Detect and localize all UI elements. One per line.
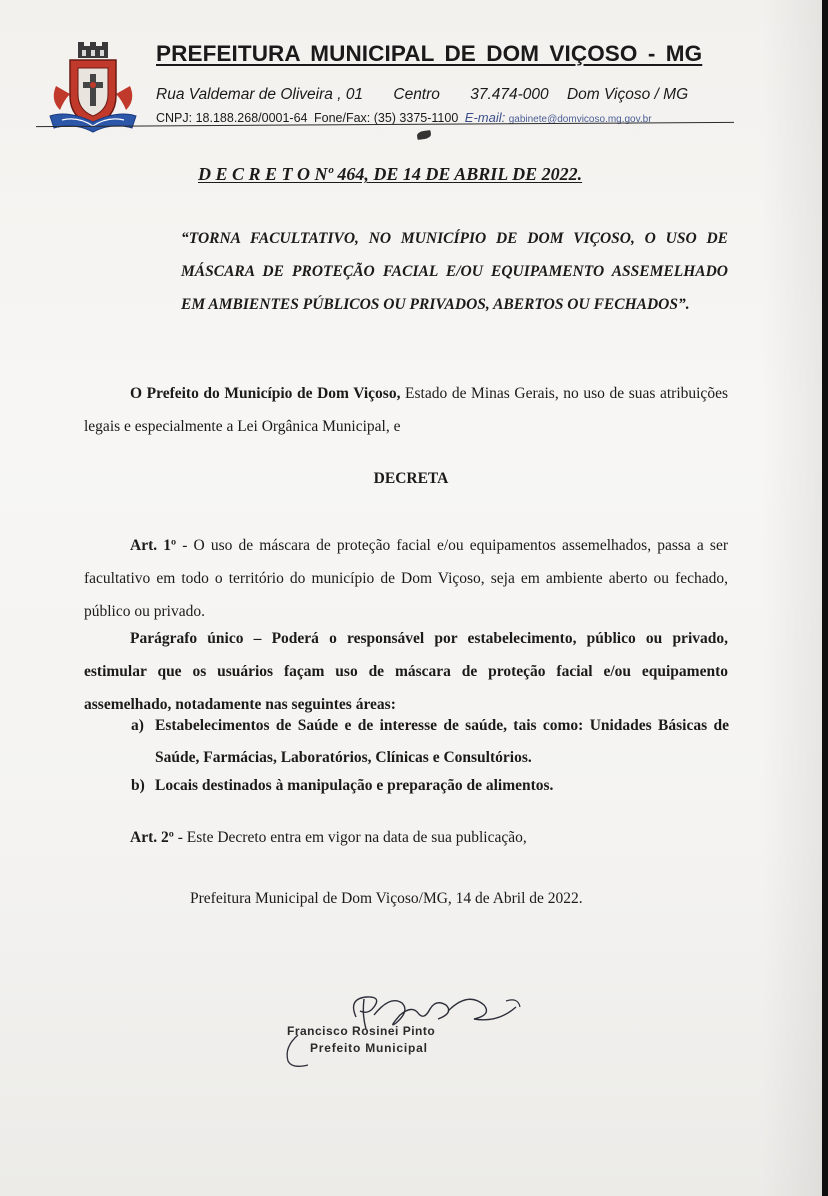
- ink-mark: [417, 130, 432, 140]
- list-item-text: Estabelecimentos de Saúde e de interesse de saúde, tais como: Unidades Básicas de Saúde, Farmácias, Laboratórios, Clínicas e Consultórios.: [155, 717, 729, 766]
- article-2-text: - Este Decreto entra em vigor na data de sua publicação,: [173, 829, 527, 846]
- intro-rest: Estado de Minas Gerais, no uso de suas atribuições legais e especialmente a Lei Orgânica Municipal, e: [84, 385, 728, 435]
- article-1: [84, 529, 728, 628]
- list-item-marker: a): [131, 717, 144, 734]
- intro-lead: O Prefeito do Município de Dom Viçoso,: [130, 385, 401, 402]
- signatory-name: Francisco Rosinei Pinto: [287, 1024, 436, 1038]
- list-item: [131, 770, 729, 802]
- list-item-text: Locais destinados à manipulação e preparação de alimentos.: [155, 777, 554, 794]
- header-district: Centro: [393, 86, 440, 103]
- decree-title: D E C R E T O Nº 464, DE 14 DE ABRIL DE 2022.: [198, 164, 583, 184]
- header-address: [156, 86, 688, 104]
- header-cnpj: CNPJ: 18.188.268/0001-64: [156, 111, 308, 125]
- signatory-role: Prefeito Municipal: [310, 1041, 428, 1055]
- list-item-marker: b): [131, 777, 145, 794]
- header-city: Dom Viçoso / MG: [566, 86, 689, 103]
- coat-of-arms-icon: [48, 42, 138, 134]
- header-zip: 37.474-000: [470, 86, 549, 103]
- header-phone: Fone/Fax: (35) 3375-1100: [313, 111, 459, 125]
- list-item: [131, 710, 729, 774]
- paragraph-unique: [84, 622, 728, 721]
- article-1-label: Art. 1º: [130, 537, 177, 554]
- closing-place-date: Prefeitura Municipal de Dom Viçoso/MG, 14 de Abril de 2022.: [190, 890, 583, 907]
- decreta-heading: DECRETA: [373, 470, 449, 487]
- article-1-text: - O uso de máscara de proteção facial e/ou equipamentos assemelhados, passa a ser facultativo em todo o território do município de Dom Viçoso, seja em ambiente aberto ou fechado, público ou privado.: [84, 537, 728, 620]
- header-title: PREFEITURA MUNICIPAL DE DOM VIÇOSO - MG: [156, 41, 703, 66]
- article-2-label: Art. 2º: [130, 829, 174, 846]
- header-email-label: E-mail:: [464, 110, 506, 125]
- header-email: gabinete@domvicoso.mg.gov.br: [508, 114, 652, 125]
- article-2: [130, 829, 730, 847]
- header-street: Rua Valdemar de Oliveira , 01: [156, 86, 364, 103]
- intro-paragraph: [84, 377, 728, 443]
- decree-ementa: “TORNA FACULTATIVO, NO MUNICÍPIO DE DOM VIÇOSO, O USO DE MÁSCARA DE PROTEÇÃO FACIAL E/OU EQUIPAMENTO ASSEMELHADO EM AMBIENTES PÚBLICOS OU PRIVADOS, ABERTOS OU FECHADOS”.: [181, 230, 728, 313]
- paragraph-unique-text: Parágrafo único – Poderá o responsável por estabelecimento, público ou privado, estimular que os usuários façam uso de máscara de proteção facial e/ou equipamento assemelhado, notadamente nas seguintes áreas:: [84, 630, 728, 713]
